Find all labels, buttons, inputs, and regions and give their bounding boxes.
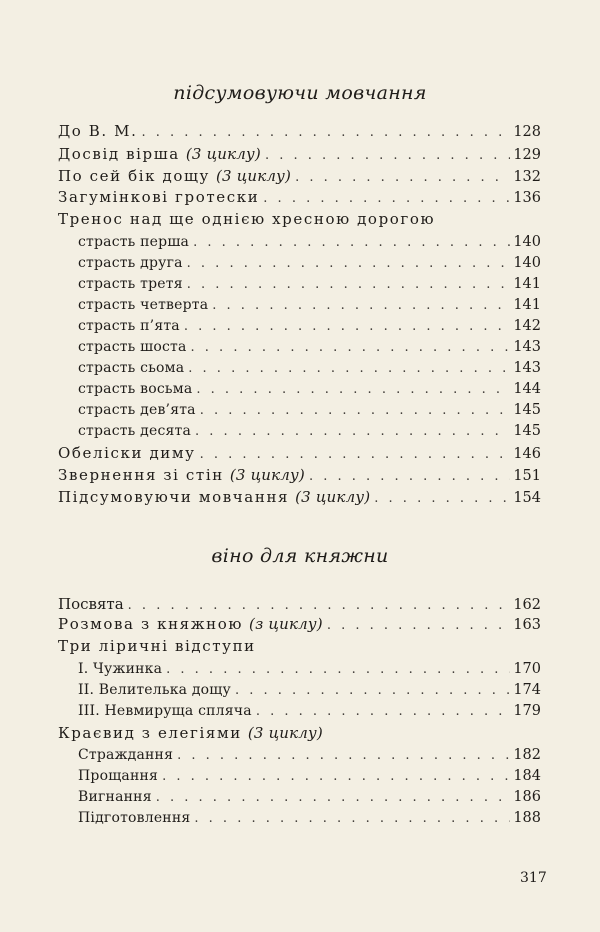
section-title: підсумовуючи мовчання bbox=[173, 82, 427, 104]
entry-title: Краєвид з елегіями bbox=[58, 724, 242, 742]
toc-subentry[interactable] bbox=[78, 274, 541, 295]
toc-subentry[interactable] bbox=[78, 316, 541, 337]
dot-leader bbox=[196, 380, 510, 400]
dot-leader bbox=[156, 788, 511, 808]
entry-page: 129 bbox=[513, 147, 541, 163]
toc-entry[interactable] bbox=[58, 121, 541, 143]
entry-title: Підсумовуючи мовчання bbox=[58, 488, 290, 506]
entry-page: 142 bbox=[513, 318, 541, 334]
toc-entry[interactable] bbox=[58, 465, 541, 487]
toc-subentry[interactable] bbox=[78, 787, 541, 808]
dot-leader bbox=[187, 275, 511, 295]
entry-page: 145 bbox=[513, 402, 541, 418]
dot-leader bbox=[141, 123, 510, 143]
dot-leader bbox=[200, 445, 511, 465]
entry-title: страсть дев’ята bbox=[78, 402, 196, 418]
entry-page: 162 bbox=[513, 597, 541, 613]
dot-leader bbox=[187, 254, 511, 274]
toc-entry[interactable] bbox=[58, 144, 541, 166]
dot-leader bbox=[128, 596, 511, 616]
toc-entry[interactable] bbox=[58, 443, 541, 465]
dot-leader bbox=[212, 296, 510, 316]
dot-leader bbox=[177, 746, 510, 766]
entry-title: страсть четверта bbox=[78, 297, 209, 313]
toc-subentry[interactable] bbox=[78, 680, 541, 701]
entry-page: 151 bbox=[513, 468, 541, 484]
dot-leader bbox=[265, 146, 510, 166]
toc-subentry[interactable] bbox=[78, 745, 541, 766]
toc-subentry[interactable] bbox=[78, 766, 541, 787]
entry-title: По сей бік дощу bbox=[58, 167, 210, 185]
page-number: 317 bbox=[520, 870, 547, 886]
entry-title: Обеліски диму bbox=[58, 444, 196, 462]
dot-leader bbox=[200, 401, 511, 421]
entry-title: ІІ. Велителька дощу bbox=[78, 682, 231, 698]
entry-page: 182 bbox=[513, 747, 541, 763]
entry-page: 145 bbox=[513, 423, 541, 439]
entry-title: страсть восьма bbox=[78, 381, 193, 397]
entry-page: 132 bbox=[513, 169, 541, 185]
entry-title: Прощання bbox=[78, 768, 159, 784]
dot-leader bbox=[194, 809, 510, 829]
entry-title: страсть третя bbox=[78, 276, 183, 292]
entry-page: 144 bbox=[513, 381, 541, 397]
dot-leader bbox=[166, 660, 510, 680]
entry-title: Досвід вірша bbox=[58, 145, 180, 163]
entry-title: Посвята bbox=[58, 595, 124, 613]
entry-title: І. Чужинка bbox=[78, 661, 163, 677]
entry-title: Загумінкові гротески bbox=[58, 188, 260, 206]
entry-note: (3 циклу) bbox=[185, 145, 261, 163]
entry-page: 143 bbox=[513, 339, 541, 355]
toc-subentry[interactable] bbox=[78, 253, 541, 274]
entry-note: (з циклу) bbox=[249, 615, 323, 633]
entry-title: страсть десята bbox=[78, 423, 192, 439]
toc-entry[interactable] bbox=[58, 487, 541, 509]
dot-leader bbox=[195, 422, 510, 442]
toc-subentry[interactable] bbox=[78, 337, 541, 358]
entry-note: (3 циклу) bbox=[247, 724, 323, 742]
dot-leader bbox=[162, 767, 510, 787]
toc-subentry[interactable] bbox=[78, 701, 541, 722]
toc-subentry[interactable] bbox=[78, 808, 541, 829]
toc-subentry[interactable] bbox=[78, 232, 541, 253]
dot-leader bbox=[188, 359, 510, 379]
entry-title: Підготовлення bbox=[78, 810, 191, 826]
dot-leader bbox=[235, 681, 510, 701]
entry-page: 184 bbox=[513, 768, 541, 784]
entry-page: 170 bbox=[513, 661, 541, 677]
entry-page: 143 bbox=[513, 360, 541, 376]
toc-subentry[interactable] bbox=[78, 421, 541, 442]
entry-page: 188 bbox=[513, 810, 541, 826]
entry-note: (3 циклу) bbox=[229, 466, 305, 484]
toc-group-heading[interactable] bbox=[58, 723, 323, 743]
entry-page: 141 bbox=[513, 276, 541, 292]
dot-leader bbox=[193, 233, 510, 253]
entry-title: страсть п’ята bbox=[78, 318, 180, 334]
dot-leader bbox=[327, 616, 510, 636]
entry-note: (3 циклу) bbox=[295, 488, 371, 506]
dot-leader bbox=[374, 489, 510, 509]
entry-page: 141 bbox=[513, 297, 541, 313]
toc-entry[interactable] bbox=[58, 614, 541, 636]
toc-entry[interactable] bbox=[58, 187, 541, 209]
section-title: віно для княжни bbox=[211, 545, 389, 567]
dot-leader bbox=[295, 168, 510, 188]
dot-leader bbox=[184, 317, 510, 337]
entry-page: 179 bbox=[513, 703, 541, 719]
entry-note: (3 циклу) bbox=[215, 167, 292, 185]
entry-title: страсть друга bbox=[78, 255, 183, 271]
dot-leader bbox=[191, 338, 511, 358]
entry-page: 163 bbox=[513, 617, 541, 633]
entry-page: 146 bbox=[513, 446, 541, 462]
entry-title: страсть перша bbox=[78, 234, 190, 250]
entry-page: 186 bbox=[513, 789, 541, 805]
entry-title: Звернення зі стін bbox=[58, 466, 224, 484]
dot-leader bbox=[256, 702, 511, 722]
toc-subentry[interactable] bbox=[78, 295, 541, 316]
entry-title: ІІІ. Невмируща спляча bbox=[78, 703, 252, 719]
toc-entry[interactable] bbox=[58, 594, 541, 616]
entry-title: Вигнання bbox=[78, 789, 152, 805]
entry-page: 128 bbox=[513, 124, 541, 140]
dot-leader bbox=[309, 467, 510, 487]
entry-title: страсть сьома bbox=[78, 360, 185, 376]
entry-title: До В. М. bbox=[58, 122, 138, 140]
entry-page: 140 bbox=[513, 234, 541, 250]
entry-title: страсть шоста bbox=[78, 339, 187, 355]
toc-subentry[interactable] bbox=[78, 379, 541, 400]
entry-page: 174 bbox=[513, 682, 541, 698]
toc-subentry[interactable] bbox=[78, 358, 541, 379]
toc-subentry[interactable] bbox=[78, 659, 541, 680]
entry-title: Страждання bbox=[78, 747, 174, 763]
toc-entry[interactable] bbox=[58, 166, 541, 188]
entry-page: 140 bbox=[513, 255, 541, 271]
dot-leader bbox=[263, 189, 510, 209]
entry-page: 136 bbox=[513, 190, 541, 206]
toc-subentry[interactable] bbox=[78, 400, 541, 421]
entry-page: 154 bbox=[513, 490, 541, 506]
toc-group-heading[interactable]: Тренос над ще однією хресною дорогою bbox=[58, 210, 436, 228]
toc-group-heading[interactable]: Три ліричні відступи bbox=[58, 637, 256, 655]
entry-title: Розмова з княжною bbox=[58, 615, 244, 633]
